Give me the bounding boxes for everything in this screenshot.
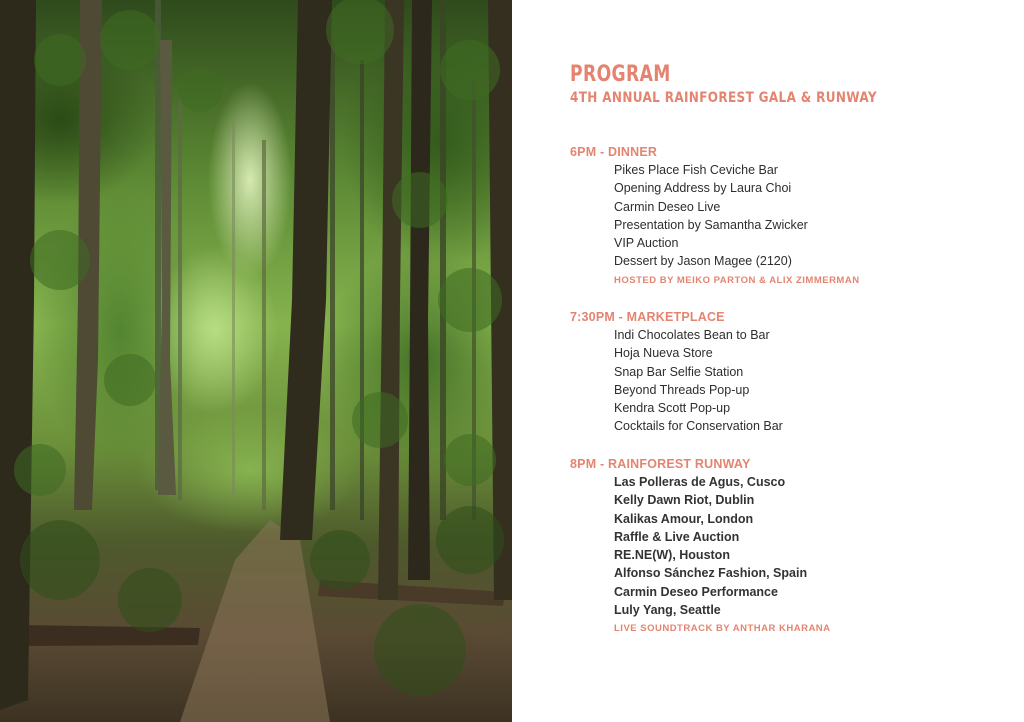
list-item: Alfonso Sánchez Fashion, Spain	[614, 566, 808, 581]
item-list	[570, 473, 1010, 619]
section-dinner	[570, 143, 1010, 289]
section-marketplace	[570, 308, 1010, 436]
tree-trunk	[408, 0, 432, 580]
tree-trunk	[378, 0, 404, 600]
forest-path	[180, 520, 330, 722]
list-item: VIP Auction	[614, 236, 679, 251]
section-heading: 8PM - RAINFOREST RUNWAY	[570, 457, 751, 471]
section-heading: 7:30PM - MARKETPLACE	[570, 310, 725, 324]
item-list	[570, 161, 1010, 271]
tree-trunk	[280, 0, 332, 540]
list-item: Carmin Deseo Live	[614, 199, 721, 214]
list-item: Kalikas Amour, London	[614, 511, 754, 526]
list-item: Carmin Deseo Performance	[614, 584, 778, 599]
list-item: Cocktails for Conservation Bar	[614, 419, 783, 434]
tree-trunk	[0, 0, 36, 710]
list-item: Raffle & Live Auction	[614, 529, 740, 544]
list-item: Kendra Scott Pop-up	[614, 401, 731, 416]
list-item: Beyond Threads Pop-up	[614, 382, 750, 397]
list-item: Las Polleras de Agus, Cusco	[614, 475, 786, 489]
section-heading: 6PM - DINNER	[570, 145, 658, 159]
section-runway	[570, 455, 1010, 637]
fallen-log	[20, 625, 200, 646]
list-item: Luly Yang, Seattle	[614, 603, 721, 618]
list-item: Kelly Dawn Riot, Dublin	[614, 493, 755, 508]
program-panel	[512, 0, 1024, 722]
list-item: Presentation by Samantha Zwicker	[614, 217, 808, 232]
item-list	[570, 326, 1010, 436]
list-item: Pikes Place Fish Ceviche Bar	[614, 163, 778, 177]
soundtrack-credit: LIVE SOUNDTRACK BY ANTHAR KHARANA	[614, 623, 831, 635]
page-subtitle: 4TH ANNUAL RAINFOREST GALA & RUNWAY	[570, 90, 877, 106]
list-item: Snap Bar Selfie Station	[614, 364, 744, 379]
list-item: RE.NE(W), Houston	[614, 548, 730, 563]
list-item: Indi Chocolates Bean to Bar	[614, 328, 770, 342]
list-item: Dessert by Jason Magee (2120)	[614, 254, 792, 269]
list-item: Opening Address by Laura Choi	[614, 181, 792, 196]
host-credit: HOSTED BY MEIKO PARTON & ALIX ZIMMERMAN	[614, 274, 860, 286]
page-title: PROGRAM	[570, 62, 671, 87]
list-item: Hoja Nueva Store	[614, 346, 713, 361]
